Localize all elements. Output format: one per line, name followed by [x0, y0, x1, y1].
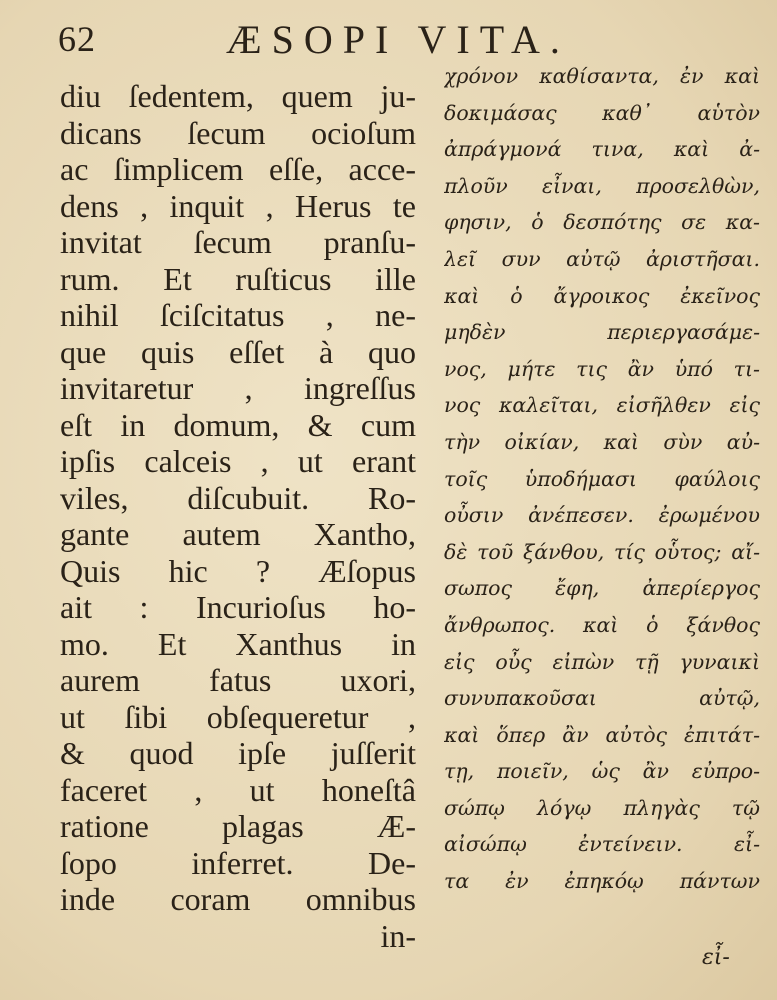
page-number: 62: [58, 19, 96, 59]
latin-text-line: faceret , ut honeſtâ: [60, 771, 416, 808]
catchword: εἶ-: [702, 945, 730, 970]
greek-text-line: ἀπράγμονά τινα, καὶ ἀ-: [444, 137, 760, 162]
latin-text-line: rum. Et ruſticus ille: [60, 260, 416, 297]
latin-text-line: ſopo inferret. De-: [60, 844, 416, 881]
latin-text-line: ait : Incurioſus ho-: [60, 589, 416, 625]
greek-text-line: σωπος ἔφη, ἀπερίεργος: [444, 576, 760, 601]
greek-text-line: αἰσώπῳ ἐντείνειν. εἶ-: [444, 832, 760, 857]
latin-text-column: [60, 78, 416, 954]
greek-text-line: σώπῳ λόγῳ πληγὰς τῷ: [444, 795, 760, 820]
greek-text-column: [444, 58, 760, 900]
latin-text-line: dens , inquit , Herus te: [60, 187, 416, 224]
latin-text-line: ratione plagas Æ-: [60, 808, 416, 844]
greek-text-line: δὲ τοῦ ξάνθου, τίς οὗτος; αἴ-: [444, 539, 760, 564]
latin-text-line: que quis eſſet à quo: [60, 333, 416, 370]
greek-text-line: χρόνον καθίσαντα, ἐν καὶ: [444, 64, 760, 88]
latin-text-line: ac ſimplicem eſſe, acce-: [60, 151, 416, 187]
latin-text-line: ut ſibi obſequeretur ,: [60, 698, 416, 735]
greek-text-line: λεῖ συν αὐτῷ ἀριστῆσαι.: [444, 246, 760, 271]
greek-text-line: τα ἐν ἐπηκόῳ πάντων: [444, 869, 760, 894]
latin-text-line: inde coram omnibus: [60, 881, 416, 917]
greek-text-line: συνυπακοῦσαι αὐτῷ,: [444, 686, 760, 711]
greek-text-line: τῃ, ποιεῖν, ὡς ἂν εὐπρο-: [444, 759, 760, 784]
latin-text-line: invitat ſecum pranſu-: [60, 224, 416, 260]
latin-text-line: & quod ipſe juſſerit: [60, 735, 416, 771]
greek-text-line: τὴν οἰκίαν, καὶ σὺν αὐ-: [444, 429, 760, 454]
greek-text-line: ἄνθρωπος. καὶ ὁ ξάνθος: [444, 612, 760, 637]
latin-text-line: diu ſedentem, quem ju-: [60, 78, 416, 114]
latin-text-line: viles, diſcubuit. Ro-: [60, 479, 416, 516]
greek-text-line: νος καλεῖται, εἰσῆλθεν εἰς: [444, 393, 760, 418]
latin-text-line: mo. Et Xanthus in: [60, 625, 416, 662]
latin-text-line: in-: [380, 917, 416, 954]
greek-text-line: πλοῦν εἶναι, προσελθὼν,: [444, 173, 760, 198]
running-title: ÆSOPI VITA.: [226, 17, 570, 62]
greek-text-line: νος, μήτε τις ἂν ὑπό τι-: [444, 356, 760, 381]
latin-text-line: aurem fatus uxori,: [60, 662, 416, 698]
latin-text-line: gante autem Xantho,: [60, 516, 416, 552]
greek-text-line: καὶ ὅπερ ἂν αὐτὸς ἐπιτάτ-: [444, 722, 760, 747]
greek-text-line: τοῖς ὑποδήμασι φαύλοις: [444, 466, 760, 491]
greek-text-line: εἰς οὖς εἰπὼν τῇ γυναικὶ: [444, 649, 760, 674]
latin-text-line: eſt in domum, & cum: [60, 406, 416, 443]
latin-text-line: invitaretur , ingreſſus: [60, 370, 416, 406]
latin-text-line: dicans ſecum ocioſum: [60, 114, 416, 151]
page-header: [58, 12, 598, 62]
greek-text-line: μηδὲν περιεργασάμε-: [444, 320, 760, 345]
greek-text-line: φησιν, ὁ δεσπότης σε κα-: [444, 210, 760, 235]
latin-text-line: ipſis calceis , ut erant: [60, 443, 416, 479]
greek-text-line: οὖσιν ἀνέπεσεν. ἐρωμένου: [444, 503, 760, 528]
latin-text-line: Quis hic ? Æſopus: [60, 552, 416, 589]
greek-text-line: δοκιμάσας καθ᾽ αὑτὸν: [444, 100, 760, 125]
greek-text-line: καὶ ὁ ἄγροικος ἐκεῖνος: [444, 283, 760, 308]
latin-text-line: nihil ſciſcitatus , ne-: [60, 297, 416, 333]
